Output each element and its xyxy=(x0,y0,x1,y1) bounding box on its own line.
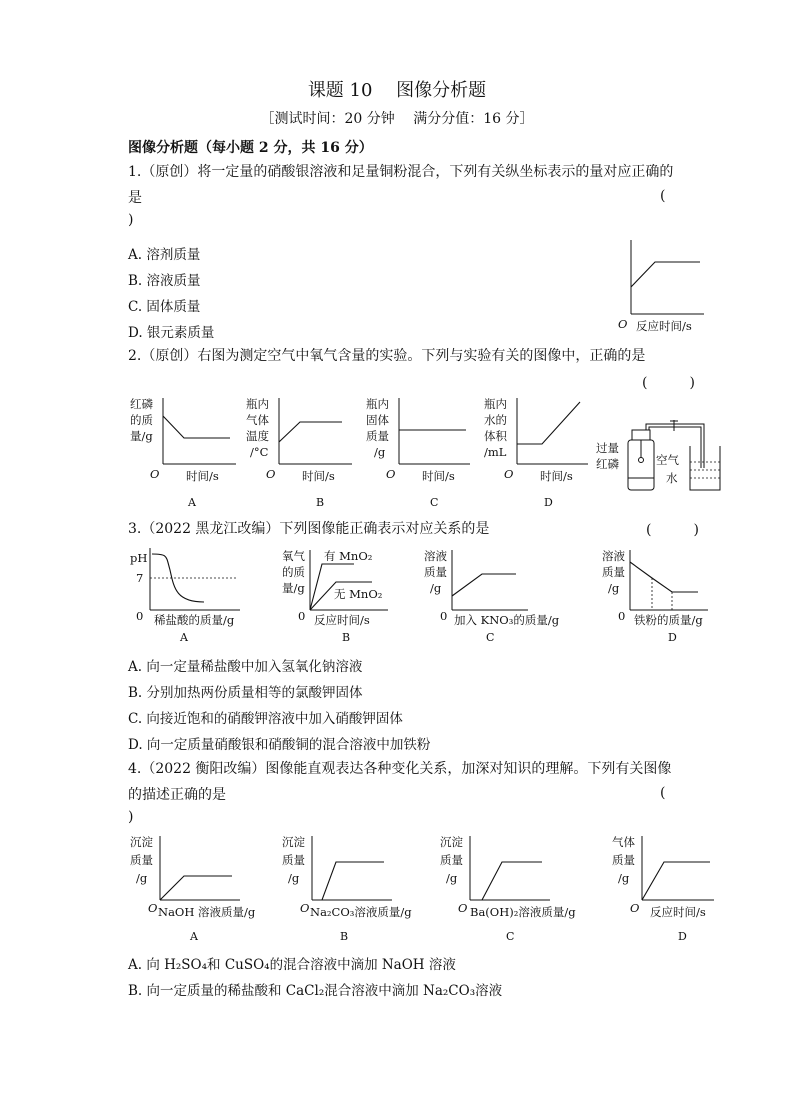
q4c-y-label-2: 质量 xyxy=(440,853,463,867)
q3c-y-label-2: 质量 xyxy=(424,565,447,579)
q4b-y-label-2: 质量 xyxy=(282,853,305,867)
q3-option-a: A. 向一定量稀盐酸中加入氢氧化钠溶液 xyxy=(128,659,363,675)
q2b-y-label-2: 气体 xyxy=(246,413,269,427)
q2d-y-label-4: /mL xyxy=(484,445,507,459)
q2-graph-a xyxy=(128,394,240,512)
q3b-series-a-label: 有 MnO₂ xyxy=(324,549,373,563)
q1-graph xyxy=(600,232,720,336)
q2c-y-label-3: 质量 xyxy=(366,429,389,443)
q3c-caption: C xyxy=(486,631,495,644)
q4b-origin: O xyxy=(300,901,310,915)
q4a-y-label-3: /g xyxy=(136,871,148,885)
q1-origin: O xyxy=(618,317,628,331)
q2-graph-d xyxy=(480,394,592,512)
q3c-y-label-3: /g xyxy=(430,581,442,595)
q1-option-a: A. 溶剂质量 xyxy=(128,247,201,263)
q3b-y-label-1: 氧气 xyxy=(282,549,305,563)
q3-graph-d xyxy=(600,546,720,646)
q3-text: 3.（2022 黑龙江改编）下列图像能正确表示对应关系的是 xyxy=(128,521,490,537)
q4d-y-label-1: 气体 xyxy=(612,835,635,849)
q4d-y-label-2: 质量 xyxy=(612,853,635,867)
q2a-y-label-2: 的质 xyxy=(130,413,153,427)
q4a-curve xyxy=(160,876,232,900)
q3-option-c: C. 向接近饱和的硝酸钾溶液中加入硝酸钾固体 xyxy=(128,711,403,727)
q4b-caption: B xyxy=(340,930,349,943)
q2d-origin: O xyxy=(504,467,514,481)
q4a-y-label-1: 沉淀 xyxy=(130,835,153,849)
q4a-origin: O xyxy=(148,901,158,915)
q4c-x-label: Ba(OH)₂溶液质量/g xyxy=(470,905,576,919)
q3d-caption: D xyxy=(668,631,677,644)
q3a-origin: 0 xyxy=(136,609,144,623)
section-heading: 图像分析题（每小题 2 分，共 16 分） xyxy=(128,140,373,156)
q4b-y-label-1: 沉淀 xyxy=(282,835,305,849)
q2c-x-label: 时间/s xyxy=(422,469,455,483)
q4c-y-label-3: /g xyxy=(446,871,458,885)
q4a-y-label-2: 质量 xyxy=(130,853,153,867)
q2b-caption: B xyxy=(316,496,325,509)
q4d-x-label: 反应时间/s xyxy=(650,905,706,919)
q3b-y-label-3: 量/g xyxy=(282,581,305,595)
q2b-y-label-3: 温度 xyxy=(246,429,269,443)
q3c-x-label: 加入 KNO₃的质量/g xyxy=(454,613,560,627)
apparatus-label-phosphorus-1: 过量 xyxy=(596,441,619,455)
q2a-curve xyxy=(163,416,230,438)
q4-option-a: A. 向 H₂SO₄和 CuSO₄的混合溶液中滴加 NaOH 溶液 xyxy=(128,957,456,973)
q4c-y-label-1: 沉淀 xyxy=(440,835,463,849)
q2-text: 2.（原创）右图为测定空气中氧气含量的实验。下列与实验有关的图像中，正确的是 xyxy=(128,348,646,364)
q4-option-b: B. 向一定质量的稀盐酸和 CaCl₂混合溶液中滴加 Na₂CO₃溶液 xyxy=(128,983,503,999)
q4-text-line2: 的描述正确的是 xyxy=(128,787,226,803)
q4d-curve xyxy=(642,862,710,900)
q3d-curve xyxy=(630,562,698,592)
stopper-icon xyxy=(632,430,650,440)
q1-option-c: C. 固体质量 xyxy=(128,299,201,315)
q3-graph-a xyxy=(128,544,244,646)
q3d-origin: 0 xyxy=(618,609,626,623)
apparatus-label-air: 空气 xyxy=(656,453,679,467)
q2d-y-label-1: 瓶内 xyxy=(484,397,507,411)
q2-graph-b xyxy=(244,394,356,512)
q2d-y-label-2: 水的 xyxy=(484,413,507,427)
page-title: 课题 10 图像分析题 xyxy=(307,80,487,101)
q3-option-b: B. 分别加热两份质量相等的氯酸钾固体 xyxy=(128,685,363,701)
q3-answer-paren: ( ) xyxy=(646,522,699,538)
q3c-origin: 0 xyxy=(440,609,448,623)
q2b-curve xyxy=(279,422,342,442)
q4-graph-a xyxy=(128,832,274,946)
apparatus-label-phosphorus-2: 红磷 xyxy=(596,457,619,471)
q1-text-line1: 1.（原创）将一定量的硝酸银溶液和足量铜粉混合，下列有关纵坐标表示的量对应正确的 xyxy=(128,164,674,180)
q3-graph-c xyxy=(420,546,570,646)
q1-option-d: D. 银元素质量 xyxy=(128,325,215,341)
q2-answer-paren: ( ) xyxy=(642,375,695,391)
q4a-caption: A xyxy=(190,930,198,943)
q3a-caption: A xyxy=(180,631,188,644)
q4c-caption: C xyxy=(506,930,515,943)
q3b-y-label-2: 的质 xyxy=(282,565,305,579)
q3a-y-label: pH xyxy=(130,551,148,565)
q4d-y-label-3: /g xyxy=(618,871,630,885)
q4-text-line1: 4.（2022 衡阳改编）图像能直观表达各种变化关系，加深对知识的理解。下列有关图像 xyxy=(128,761,672,777)
q4-graph-c xyxy=(438,832,602,946)
q1-answer-paren-close: ) xyxy=(128,212,134,228)
q2d-x-label: 时间/s xyxy=(540,469,573,483)
q2a-y-label-1: 红磷 xyxy=(130,397,153,411)
q2c-y-label-1: 瓶内 xyxy=(366,397,389,411)
q2b-y-label-4: /°C xyxy=(250,445,269,459)
q2b-y-label-1: 瓶内 xyxy=(246,397,269,411)
q3a-tick-7: 7 xyxy=(136,571,144,585)
q3b-caption: B xyxy=(342,631,351,644)
q4b-y-label-3: /g xyxy=(288,871,300,885)
q3d-y-label-1: 溶液 xyxy=(602,549,625,563)
phosphorus-spoon-icon xyxy=(639,458,644,463)
q2a-caption: A xyxy=(188,496,196,509)
q2b-origin: O xyxy=(266,467,276,481)
q2b-x-label: 时间/s xyxy=(302,469,335,483)
q3a-x-label: 稀盐酸的质量/g xyxy=(154,613,235,627)
q2a-y-label-3: 量/g xyxy=(130,429,153,443)
q2c-origin: O xyxy=(386,467,396,481)
q4c-origin: O xyxy=(458,901,468,915)
q4-graph-b xyxy=(280,832,430,946)
q2-apparatus xyxy=(594,418,726,498)
q4a-x-label: NaOH 溶液质量/g xyxy=(158,905,256,919)
q4d-origin: O xyxy=(630,901,640,915)
q2c-y-label-2: 固体 xyxy=(366,413,389,427)
q2d-curve xyxy=(517,402,580,444)
q3-option-d: D. 向一定质量硝酸银和硝酸铜的混合溶液中加铁粉 xyxy=(128,737,431,753)
q1-curve xyxy=(631,262,700,287)
q2c-caption: C xyxy=(430,496,439,509)
q2d-y-label-3: 体积 xyxy=(484,429,507,443)
q3d-y-label-3: /g xyxy=(608,581,620,595)
q2a-origin: O xyxy=(150,467,160,481)
q3c-curve xyxy=(452,574,516,596)
q3b-x-label: 反应时间/s xyxy=(314,613,370,627)
q2d-caption: D xyxy=(544,496,553,509)
q2-graph-c xyxy=(362,394,474,512)
q4c-curve xyxy=(470,862,542,900)
q3d-x-label: 铁粉的质量/g xyxy=(634,613,703,627)
q3d-y-label-2: 质量 xyxy=(602,565,625,579)
q4b-curve xyxy=(312,862,384,900)
test-info: ［测试时间：20 分钟 满分分值：16 分］ xyxy=(260,111,534,127)
q2a-x-label: 时间/s xyxy=(186,469,219,483)
q1-text-line2: 是 xyxy=(128,190,142,206)
q4b-x-label: Na₂CO₃溶液质量/g xyxy=(310,905,412,919)
q1-answer-paren-open: ( xyxy=(660,188,666,204)
beaker-icon xyxy=(690,446,720,490)
q4d-caption: D xyxy=(678,930,687,943)
q3b-origin: 0 xyxy=(298,609,306,623)
q3-graph-b xyxy=(280,546,400,646)
q4-answer-paren-open: ( xyxy=(660,785,666,801)
q3b-series-b-label: 无 MnO₂ xyxy=(334,587,383,601)
q2c-y-label-4: /g xyxy=(374,445,386,459)
apparatus-label-water: 水 xyxy=(666,471,678,485)
q4-graph-d xyxy=(610,832,720,946)
q1-option-b: B. 溶液质量 xyxy=(128,273,201,289)
q4-answer-paren-close: ) xyxy=(128,809,134,825)
q3c-y-label-1: 溶液 xyxy=(424,549,447,563)
q1-x-label: 反应时间/s xyxy=(636,319,692,333)
